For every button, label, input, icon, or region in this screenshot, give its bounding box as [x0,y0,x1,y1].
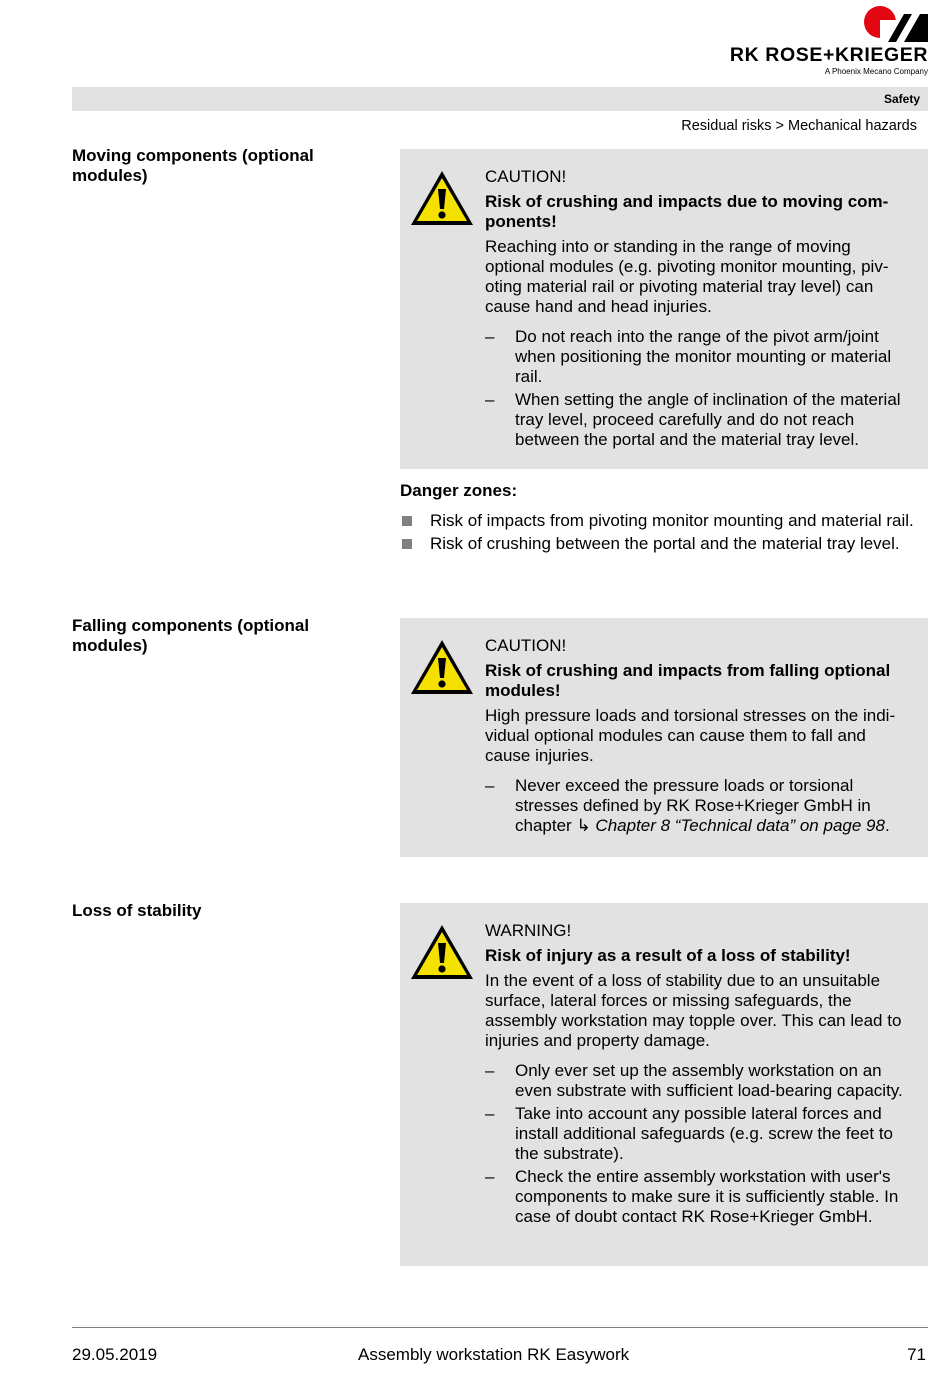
box-title: Risk of crushing and impacts due to moving components! [485,192,889,231]
instruction-item: – Only ever set up the assembly workstation on an even substrate with sufficient load-bearing capacity. [485,1061,903,1100]
square-bullet-icon [402,516,412,526]
rk-logo-mark-icon [864,6,928,42]
footer-page-number: 71 [907,1345,926,1364]
box-label: WARNING! [485,921,572,940]
caution-box-moving [400,149,928,469]
danger-zones-heading: Danger zones: [400,481,518,500]
box-title: Risk of injury as a result of a loss of stability! [485,946,851,965]
warning-triangle-icon [409,169,475,227]
danger-zones-list [400,511,928,557]
company-logo [728,6,928,74]
logo-text: RK ROSE+KRIEGER [729,44,928,66]
box-label: CAUTION! [485,167,567,186]
instruction-item: – Do not reach into the range of the pivot arm/joint when positioning the monitor mounting or material rail. [485,327,892,386]
header-section-title: Safety [883,92,920,106]
footer-document-title: Assembly workstation RK Easywork [358,1345,630,1364]
chapter-link[interactable]: Chapter 8 “Technical data” on page 98 [595,816,885,835]
box-text: High pressure loads and torsional stresses on the individual optional modules can cause them to fall and cause injuries. [485,706,896,765]
warning-triangle-icon [409,923,475,981]
footer-date: 29.05.2019 [72,1345,158,1364]
breadcrumb: Residual risks > Mechanical hazards [681,118,917,134]
caution-box-falling [400,618,928,857]
box-label: CAUTION! [485,636,567,655]
instruction-item: – Check the entire assembly workstation with user's components to make sure it is sufficiently stable. In case of doubt contact RK Rose+Krieger GmbH. [485,1167,899,1226]
box-text: Reaching into or standing in the range of moving optional modules (e.g. pivoting monitor mounting, pivoting material rail or pivoting material tray level) can cause hand and head injuries. [485,237,889,316]
square-bullet-icon [402,539,412,549]
box-title: Risk of crushing and impacts from falling optional modules! [485,661,891,700]
danger-zone-item: Risk of crushing between the portal and the material tray level. [400,534,928,554]
footer-divider [72,1327,928,1328]
header-bar [72,87,928,111]
instruction-list [485,1061,914,1227]
section-heading-stability: Loss of stability [72,901,202,920]
instruction-list [485,776,914,836]
instruction-item: – When setting the angle of inclination of the material tray level, proceed carefully and do not reach between the portal and the material tray level. [485,390,901,449]
instruction-list [485,327,914,450]
cross-reference-arrow-icon: ↳ [576,816,591,835]
warning-triangle-icon [409,638,475,696]
instruction-item: – Never exceed the pressure loads or torsional stresses defined by RK Rose+Krieger GmbH in chapter ↳ Chapter 8 “Technical data” on page 98. [485,776,890,835]
instruction-item: – Take into account any possible lateral forces and install additional safeguards (e.g. screw the feet to the substrate). [485,1104,893,1163]
warning-box-stability [400,903,928,1266]
section-heading-falling: Falling components (optional modules) [72,616,310,655]
section-heading-moving: Moving components (optional modules) [72,146,314,185]
logo-subtitle: A Phoenix Mecano Company [824,67,928,76]
box-text: In the event of a loss of stability due to an unsuitable surface, lateral forces or missing safeguards, the assembly workstation may topple over. This can lead to injuries and property damage. [485,971,902,1050]
danger-zone-item: Risk of impacts from pivoting monitor mounting and material rail. [400,511,928,531]
